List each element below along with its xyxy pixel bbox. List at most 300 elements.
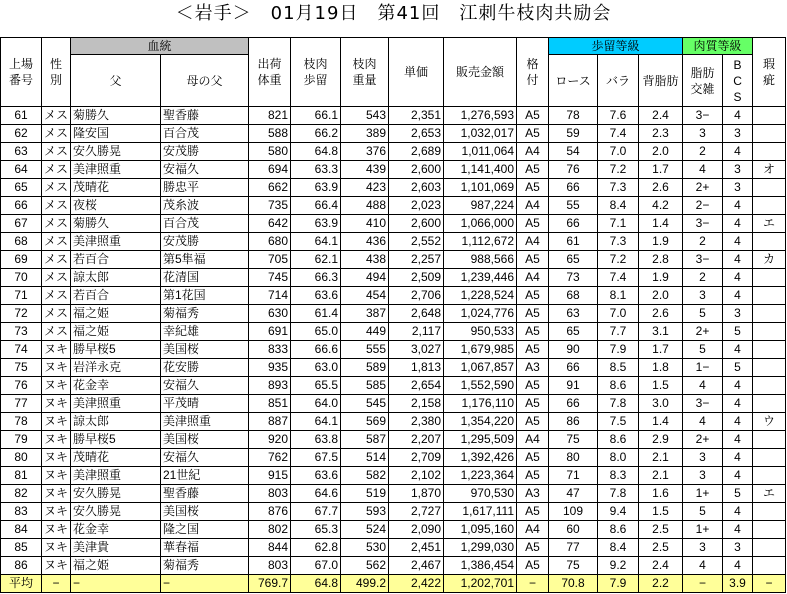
cell-back-fat: 2.9 [639, 431, 683, 449]
cell-sire: 安久勝晃 [71, 503, 161, 521]
cell-grade: A5 [517, 341, 549, 359]
cell-bcs: 4 [723, 215, 753, 233]
cell-shipping-weight: 803 [249, 557, 291, 575]
cell-belly: 7.4 [598, 125, 639, 143]
header-meat-quality: 肉質等級 [683, 38, 753, 55]
table-row [1, 143, 786, 161]
cell-unit-price: 2,467 [389, 557, 444, 575]
cell-dam-sire: 百合茂 [161, 125, 249, 143]
cell-listing-number: 78 [1, 413, 42, 431]
cell-carcass-yield: 66.3 [291, 269, 341, 287]
cell-carcass-weight: 438 [341, 251, 389, 269]
header-line: 体重 [257, 73, 282, 87]
cell-marbling: 3− [683, 251, 723, 269]
cell-sex: メス [42, 107, 71, 125]
cell-belly: 7.7 [598, 323, 639, 341]
cell-carcass-weight: 562 [341, 557, 389, 575]
cell-bcs: 4 [723, 233, 753, 251]
cell-marbling: 3 [683, 287, 723, 305]
header-line: 別 [49, 73, 62, 87]
cell-listing-number: 平均 [1, 575, 42, 593]
table-row [1, 467, 786, 485]
cell-carcass-yield: 66.2 [291, 125, 341, 143]
cell-sales-amount: 1,617,111 [444, 503, 517, 521]
cell-unit-price: 2,689 [389, 143, 444, 161]
cell-bcs: 4 [723, 251, 753, 269]
table-row [1, 359, 786, 377]
cell-loin: 76 [549, 161, 598, 179]
cell-belly: 8.0 [598, 449, 639, 467]
cell-grade: A5 [517, 395, 549, 413]
cell-belly: 8.6 [598, 431, 639, 449]
cell-carcass-yield: 67.5 [291, 449, 341, 467]
cell-sire: 勝早桜5 [71, 341, 161, 359]
cell-sex: メス [42, 161, 71, 179]
cell-belly: 7.9 [598, 575, 639, 593]
cell-listing-number: 85 [1, 539, 42, 557]
cell-grade: A5 [517, 413, 549, 431]
cell-marbling: 1+ [683, 485, 723, 503]
cell-carcass-weight: 545 [341, 395, 389, 413]
cell-bcs: 5 [723, 323, 753, 341]
cell-sales-amount: 1,276,593 [444, 107, 517, 125]
cell-back-fat: 1.4 [639, 413, 683, 431]
cell-shipping-weight: 745 [249, 269, 291, 287]
cell-back-fat: 2.4 [639, 107, 683, 125]
cell-back-fat: 1.5 [639, 503, 683, 521]
cell-defect [753, 287, 786, 305]
cell-grade: − [517, 575, 549, 593]
cell-sex: メス [42, 125, 71, 143]
cell-belly: 7.2 [598, 161, 639, 179]
cell-grade: A5 [517, 215, 549, 233]
header-line: C [733, 73, 742, 88]
cell-sales-amount: 1,299,030 [444, 539, 517, 557]
table-row [1, 485, 786, 503]
cell-grade: A5 [517, 467, 549, 485]
cell-sire: 勝早桜5 [71, 431, 161, 449]
cell-sire: 夜桜 [71, 197, 161, 215]
cell-loin: 70.8 [549, 575, 598, 593]
cell-shipping-weight: 876 [249, 503, 291, 521]
cell-dam-sire: 21世紀 [161, 467, 249, 485]
cell-sire: 若百合 [71, 251, 161, 269]
cell-defect [753, 179, 786, 197]
cell-loin: 66 [549, 395, 598, 413]
cell-grade: A5 [517, 305, 549, 323]
cell-sales-amount: 1,228,524 [444, 287, 517, 305]
cell-marbling: 3 [683, 539, 723, 557]
cell-loin: 68 [549, 287, 598, 305]
cell-shipping-weight: 680 [249, 233, 291, 251]
cell-dam-sire: 花清国 [161, 269, 249, 287]
cell-marbling: 5 [683, 305, 723, 323]
cell-unit-price: 2,158 [389, 395, 444, 413]
cell-defect: − [753, 575, 786, 593]
cell-sire: 茂晴花 [71, 179, 161, 197]
cell-back-fat: 2.5 [639, 521, 683, 539]
table-row [1, 251, 786, 269]
cell-dam-sire: 平茂晴 [161, 395, 249, 413]
cell-unit-price: 2,603 [389, 179, 444, 197]
cell-back-fat: 2.1 [639, 467, 683, 485]
cell-sales-amount: 1,679,985 [444, 341, 517, 359]
table-row [1, 305, 786, 323]
cell-sex: ヌキ [42, 395, 71, 413]
cell-back-fat: 2.6 [639, 305, 683, 323]
cell-bcs: 5 [723, 485, 753, 503]
cell-defect [753, 503, 786, 521]
cell-carcass-yield: 67.7 [291, 503, 341, 521]
cell-listing-number: 76 [1, 377, 42, 395]
table-row [1, 521, 786, 539]
cell-shipping-weight: 630 [249, 305, 291, 323]
cell-listing-number: 71 [1, 287, 42, 305]
cell-loin: 66 [549, 359, 598, 377]
cell-sex: メス [42, 215, 71, 233]
cell-unit-price: 2,023 [389, 197, 444, 215]
cell-grade: A5 [517, 179, 549, 197]
header-dam-sire: 母の父 [161, 55, 249, 107]
header-yield-grade: 歩留等級 [549, 38, 683, 55]
table-row [1, 161, 786, 179]
cell-loin: 90 [549, 341, 598, 359]
cell-sire: 諒太郎 [71, 269, 161, 287]
cell-sire: 美津照重 [71, 395, 161, 413]
cell-sex: メス [42, 233, 71, 251]
table-row [1, 125, 786, 143]
cell-loin: 60 [549, 521, 598, 539]
cell-sex: メス [42, 197, 71, 215]
cell-back-fat: 2.0 [639, 287, 683, 305]
cell-grade: A4 [517, 269, 549, 287]
cell-sex: メス [42, 179, 71, 197]
cell-carcass-weight: 488 [341, 197, 389, 215]
cell-sales-amount: 1,011,064 [444, 143, 517, 161]
cell-loin: 78 [549, 107, 598, 125]
cell-sales-amount: 1,223,364 [444, 467, 517, 485]
cell-sex: ヌキ [42, 413, 71, 431]
header-belly: バラ [598, 55, 639, 107]
header-line: 枝肉 [352, 57, 377, 71]
cell-belly: 9.4 [598, 503, 639, 521]
cell-back-fat: 4.2 [639, 197, 683, 215]
cell-back-fat: 2.5 [639, 539, 683, 557]
cell-marbling: 3− [683, 395, 723, 413]
header-line: 脂肪 [690, 65, 715, 80]
cell-back-fat: 1.9 [639, 269, 683, 287]
cell-belly: 7.4 [598, 269, 639, 287]
cell-unit-price: 2,351 [389, 107, 444, 125]
cell-unit-price: 2,648 [389, 305, 444, 323]
cell-sire: 隆安国 [71, 125, 161, 143]
cell-sire: 若百合 [71, 287, 161, 305]
header-listing-number [1, 38, 42, 107]
table-row [1, 395, 786, 413]
cell-listing-number: 75 [1, 359, 42, 377]
cell-bcs: 4 [723, 377, 753, 395]
cell-grade: A5 [517, 323, 549, 341]
cell-dam-sire: 安福久 [161, 449, 249, 467]
header-sex [42, 38, 71, 107]
header-pedigree: 血統 [71, 38, 249, 55]
cell-unit-price: 2,090 [389, 521, 444, 539]
cell-bcs: 3 [723, 125, 753, 143]
cell-loin: 75 [549, 431, 598, 449]
cell-carcass-weight: 585 [341, 377, 389, 395]
cell-sex: メス [42, 287, 71, 305]
cell-unit-price: 2,709 [389, 449, 444, 467]
cell-bcs: 4 [723, 287, 753, 305]
header-sales-amount: 販売金額 [444, 38, 517, 107]
cell-back-fat: 2.3 [639, 125, 683, 143]
cell-sales-amount: 1,095,160 [444, 521, 517, 539]
cell-belly: 7.3 [598, 179, 639, 197]
cell-carcass-weight: 524 [341, 521, 389, 539]
cell-carcass-yield: 65.3 [291, 521, 341, 539]
cell-sire: 安久勝晃 [71, 485, 161, 503]
cell-defect [753, 341, 786, 359]
cell-sire: 花金幸 [71, 521, 161, 539]
cell-back-fat: 3.1 [639, 323, 683, 341]
cell-unit-price: 3,027 [389, 341, 444, 359]
header-line: 重量 [352, 73, 377, 87]
results-table [0, 37, 786, 593]
cell-grade: A5 [517, 125, 549, 143]
cell-loin: 77 [549, 539, 598, 557]
cell-bcs: 4 [723, 197, 753, 215]
cell-back-fat: 2.1 [639, 449, 683, 467]
cell-listing-number: 84 [1, 521, 42, 539]
cell-sex: メス [42, 251, 71, 269]
cell-shipping-weight: 920 [249, 431, 291, 449]
cell-bcs: 4 [723, 413, 753, 431]
cell-sex: ヌキ [42, 467, 71, 485]
cell-shipping-weight: 580 [249, 143, 291, 161]
cell-shipping-weight: 821 [249, 107, 291, 125]
cell-carcass-yield: 63.6 [291, 287, 341, 305]
cell-sex: メス [42, 269, 71, 287]
header-line: 付 [526, 73, 539, 87]
cell-listing-number: 61 [1, 107, 42, 125]
cell-back-fat: 1.9 [639, 233, 683, 251]
cell-grade: A4 [517, 197, 549, 215]
cell-sire: 美津貴 [71, 539, 161, 557]
header-defect [753, 38, 786, 107]
cell-shipping-weight: 935 [249, 359, 291, 377]
cell-carcass-yield: 62.1 [291, 251, 341, 269]
cell-marbling: 3 [683, 449, 723, 467]
cell-shipping-weight: 769.7 [249, 575, 291, 593]
cell-marbling: 2− [683, 197, 723, 215]
cell-sire: 美津照重 [71, 467, 161, 485]
table-row [1, 503, 786, 521]
cell-sex: メス [42, 305, 71, 323]
cell-loin: 71 [549, 467, 598, 485]
cell-shipping-weight: 762 [249, 449, 291, 467]
cell-loin: 86 [549, 413, 598, 431]
header-marbling [683, 55, 723, 107]
cell-defect [753, 539, 786, 557]
header-line: 瑕 [763, 57, 776, 71]
cell-defect: ウ [753, 413, 786, 431]
cell-loin: 61 [549, 233, 598, 251]
cell-marbling: − [683, 575, 723, 593]
table-row [1, 449, 786, 467]
cell-defect: カ [753, 251, 786, 269]
cell-grade: A4 [517, 143, 549, 161]
table-row [1, 323, 786, 341]
cell-sire: 菊勝久 [71, 215, 161, 233]
cell-belly: 7.6 [598, 107, 639, 125]
cell-carcass-yield: 61.4 [291, 305, 341, 323]
cell-loin: 55 [549, 197, 598, 215]
cell-sales-amount: 1,392,426 [444, 449, 517, 467]
cell-dam-sire: 美国桜 [161, 431, 249, 449]
cell-dam-sire: 安福久 [161, 377, 249, 395]
cell-sex: ヌキ [42, 431, 71, 449]
header-loin: ロース [549, 55, 598, 107]
table-row [1, 377, 786, 395]
cell-loin: 65 [549, 323, 598, 341]
cell-bcs: 4 [723, 269, 753, 287]
cell-dam-sire: 菊福秀 [161, 305, 249, 323]
table-row [1, 341, 786, 359]
cell-belly: 7.5 [598, 413, 639, 431]
cell-dam-sire: − [161, 575, 249, 593]
cell-unit-price: 2,654 [389, 377, 444, 395]
cell-marbling: 3− [683, 215, 723, 233]
cell-marbling: 3− [683, 107, 723, 125]
cell-belly: 7.2 [598, 251, 639, 269]
cell-grade: A5 [517, 503, 549, 521]
cell-shipping-weight: 893 [249, 377, 291, 395]
cell-defect [753, 125, 786, 143]
cell-sire: 美津照重 [71, 233, 161, 251]
cell-sex: メス [42, 143, 71, 161]
cell-carcass-weight: 454 [341, 287, 389, 305]
cell-unit-price: 2,600 [389, 161, 444, 179]
cell-carcass-weight: 387 [341, 305, 389, 323]
cell-carcass-yield: 64.6 [291, 485, 341, 503]
cell-sex: メス [42, 323, 71, 341]
header-shipping-weight [249, 38, 291, 107]
cell-sire: 福之姫 [71, 557, 161, 575]
cell-defect [753, 359, 786, 377]
cell-loin: 63 [549, 305, 598, 323]
table-body [1, 107, 786, 593]
cell-belly: 7.3 [598, 233, 639, 251]
cell-dam-sire: 花安勝 [161, 359, 249, 377]
cell-sire: 諒太郎 [71, 413, 161, 431]
cell-dam-sire: 百合茂 [161, 215, 249, 233]
cell-defect [753, 449, 786, 467]
cell-loin: 91 [549, 377, 598, 395]
cell-defect: エ [753, 485, 786, 503]
cell-bcs: 4 [723, 557, 753, 575]
header-row-1 [1, 38, 786, 55]
cell-sales-amount: 1,067,857 [444, 359, 517, 377]
cell-marbling: 2+ [683, 179, 723, 197]
header-carcass-yield [291, 38, 341, 107]
cell-unit-price: 2,552 [389, 233, 444, 251]
cell-grade: A5 [517, 539, 549, 557]
cell-back-fat: 1.6 [639, 485, 683, 503]
cell-belly: 7.1 [598, 215, 639, 233]
cell-carcass-yield: 67.0 [291, 557, 341, 575]
cell-carcass-weight: 555 [341, 341, 389, 359]
cell-unit-price: 2,380 [389, 413, 444, 431]
cell-bcs: 3 [723, 305, 753, 323]
cell-sales-amount: 1,024,776 [444, 305, 517, 323]
cell-listing-number: 70 [1, 269, 42, 287]
cell-carcass-weight: 530 [341, 539, 389, 557]
cell-belly: 7.0 [598, 143, 639, 161]
cell-carcass-weight: 439 [341, 161, 389, 179]
cell-listing-number: 66 [1, 197, 42, 215]
cell-bcs: 3 [723, 179, 753, 197]
cell-shipping-weight: 887 [249, 413, 291, 431]
cell-bcs: 3 [723, 539, 753, 557]
cell-loin: 75 [549, 557, 598, 575]
cell-defect [753, 305, 786, 323]
cell-belly: 8.3 [598, 467, 639, 485]
cell-carcass-weight: 449 [341, 323, 389, 341]
cell-sales-amount: 1,176,110 [444, 395, 517, 413]
header-line: 枝肉 [303, 57, 328, 71]
cell-shipping-weight: 694 [249, 161, 291, 179]
cell-sex: ヌキ [42, 557, 71, 575]
cell-back-fat: 1.7 [639, 161, 683, 179]
cell-belly: 8.4 [598, 539, 639, 557]
cell-bcs: 4 [723, 341, 753, 359]
cell-listing-number: 83 [1, 503, 42, 521]
cell-listing-number: 68 [1, 233, 42, 251]
header-unit-price: 単価 [389, 38, 444, 107]
cell-grade: A5 [517, 251, 549, 269]
cell-shipping-weight: 691 [249, 323, 291, 341]
cell-defect [753, 323, 786, 341]
cell-carcass-weight: 410 [341, 215, 389, 233]
table-row [1, 233, 786, 251]
cell-dam-sire: 安福久 [161, 161, 249, 179]
cell-sire: − [71, 575, 161, 593]
cell-bcs: 4 [723, 143, 753, 161]
table-row [1, 197, 786, 215]
cell-listing-number: 64 [1, 161, 42, 179]
cell-back-fat: 2.2 [639, 575, 683, 593]
cell-back-fat: 2.4 [639, 557, 683, 575]
table-row [1, 107, 786, 125]
cell-sales-amount: 1,386,454 [444, 557, 517, 575]
cell-listing-number: 73 [1, 323, 42, 341]
cell-listing-number: 79 [1, 431, 42, 449]
cell-dam-sire: 菊福秀 [161, 557, 249, 575]
cell-marbling: 2 [683, 143, 723, 161]
header-sire: 父 [71, 55, 161, 107]
average-row [1, 575, 786, 593]
cell-carcass-yield: 64.1 [291, 233, 341, 251]
cell-belly: 7.8 [598, 395, 639, 413]
cell-grade: A4 [517, 233, 549, 251]
page-title: ＜岩手＞ 01月19日 第41回 江刺牛枝肉共励会 [175, 3, 612, 24]
cell-sales-amount: 1,202,701 [444, 575, 517, 593]
cell-grade: A5 [517, 107, 549, 125]
cell-bcs: 4 [723, 107, 753, 125]
cell-loin: 47 [549, 485, 598, 503]
cell-back-fat: 3.0 [639, 395, 683, 413]
cell-carcass-yield: 66.6 [291, 341, 341, 359]
